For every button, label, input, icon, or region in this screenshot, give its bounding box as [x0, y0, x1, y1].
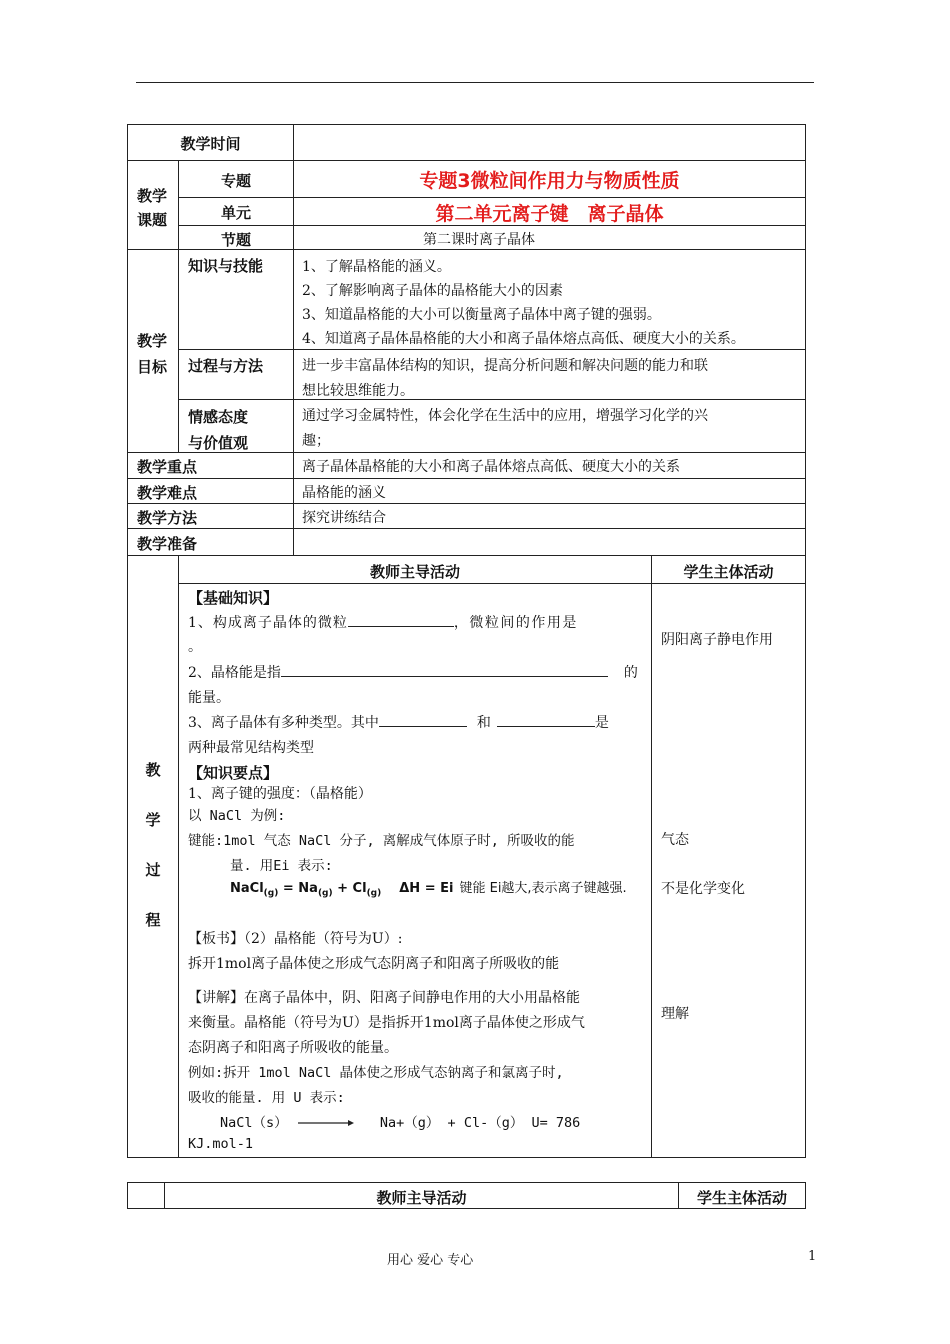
text-line: 态阴离子和阳离子所吸收的能量。 — [188, 1040, 398, 1056]
text-line: 趣； — [302, 433, 330, 449]
knowledge-item: 2、了解影响离子晶体的晶格能大小的因素 — [302, 283, 563, 299]
text-line: 与价值观 — [188, 434, 249, 452]
point-1: 1、离子键的强度：（晶格能） — [188, 786, 372, 802]
question-3-end: 两种最常见结构类型 — [188, 740, 314, 756]
text-line: 通过学习金属特性，体会化学在生活中的应用，增强学习化学的兴 — [302, 408, 708, 424]
question-1-end: 。 — [188, 639, 202, 655]
emotion-text — [302, 404, 708, 454]
process-method-text — [302, 354, 708, 404]
bond-energy-equation — [230, 877, 627, 899]
lattice-energy-reaction — [220, 1111, 580, 1131]
student-note-3: 不是化学变化 — [661, 881, 745, 897]
key-points-title: 【知识要点】 — [188, 764, 279, 782]
equation-subscript: (g) — [317, 888, 333, 899]
question-2-end: 能量。 — [188, 690, 230, 706]
text-line: 情感态度 — [188, 408, 249, 426]
next-student-header: 学生主体活动 — [696, 1189, 787, 1207]
student-note-1: 阴阳离子静电作用 — [661, 632, 773, 648]
knowledge-item: 3、知道晶格能的大小可以衡量离子晶体中离子键的强弱。 — [302, 307, 661, 323]
reaction-right: Na+（g） + Cl-（g） U= 786 — [379, 1115, 581, 1131]
process-label-char: 教 — [145, 761, 161, 779]
point-4: 量. 用Ei 表示: — [230, 858, 333, 874]
equation-note: 键能 Ei越大,表示离子键越强. — [459, 881, 627, 896]
section-label: 节题 — [220, 231, 251, 249]
difficulty-value: 晶格能的涵义 — [302, 485, 386, 501]
equation-part: = Na — [278, 881, 318, 896]
question-3 — [188, 712, 648, 732]
teaching-time-label: 教学时间 — [180, 135, 241, 153]
answer-blank — [497, 712, 595, 727]
text-line: 例如:拆开 1mol NaCl 晶体使之形成气态钠离子和氯离子时, — [188, 1065, 564, 1081]
next-teacher-header: 教师主导活动 — [376, 1189, 467, 1207]
process-label-char: 过 — [145, 861, 161, 879]
board-note-text: 拆开1mol离子晶体使之形成气态阴离子和阳离子所吸收的能 — [188, 956, 560, 972]
knowledge-list — [302, 255, 745, 351]
emotion-label — [188, 404, 248, 456]
footer-motto: 用心 爱心 专心 — [387, 1253, 474, 1268]
question-text: 2、晶格能是指 — [188, 665, 281, 681]
question-text: 3、离子晶体有多种类型。其中 — [188, 715, 379, 731]
header-rule — [136, 82, 814, 83]
answer-blank — [348, 612, 454, 627]
lecture-text — [188, 986, 585, 1061]
equation-subscript: (g) — [366, 888, 382, 899]
process-label — [128, 745, 178, 945]
key-point-label: 教学重点 — [137, 458, 198, 476]
unit-label: 单元 — [220, 204, 251, 222]
course-topic-label: 教学课题 — [137, 187, 168, 229]
point-2: 以 NaCl 为例: — [188, 808, 286, 824]
text-line: 吸收的能量. 用 U 表示: — [188, 1090, 345, 1106]
page-number: 1 — [808, 1249, 817, 1264]
basic-knowledge-title: 【基础知识】 — [188, 589, 279, 607]
knowledge-item: 4、知道离子晶体晶格能的大小和离子晶体熔点高低、硬度大小的关系。 — [302, 331, 745, 347]
question-text: 1、构成离子晶体的微粒 — [188, 615, 348, 631]
answer-blank — [281, 662, 608, 677]
key-point-value: 离子晶体晶格能的大小和离子晶体熔点高低、硬度大小的关系 — [302, 459, 680, 475]
point-3: 键能:1mol 气态 NaCl 分子, 离解成气体原子时, 所吸收的能 — [188, 833, 575, 849]
unit-value: 第二单元离子键 离子晶体 — [435, 203, 664, 225]
answer-blank — [379, 712, 467, 727]
question-text: 是 — [594, 715, 609, 731]
reaction-unit: KJ.mol-1 — [188, 1136, 254, 1152]
example-text — [188, 1061, 564, 1111]
question-1 — [188, 612, 643, 632]
question-text: ，微粒间的作用是 — [453, 615, 578, 631]
text-line: 进一步丰富晶体结构的知识，提高分析问题和解决问题的能力和联 — [302, 358, 708, 374]
text-line: 【讲解】在离子晶体中，阴、阳离子间静电作用的大小用晶格能 — [188, 990, 580, 1006]
student-note-2: 气态 — [661, 832, 689, 848]
equation-part: NaCl — [230, 881, 264, 896]
text-line: 想比较思维能力。 — [302, 383, 414, 399]
text-line: 来衡量。晶格能（符号为U）是指拆开1mol离子晶体使之形成气 — [188, 1015, 585, 1031]
method-label: 教学方法 — [137, 509, 198, 527]
reaction-arrow-icon — [298, 1118, 354, 1128]
student-activity-header: 学生主体活动 — [683, 563, 774, 581]
knowledge-item: 1、了解晶格能的涵义。 — [302, 259, 451, 275]
board-note-title: 【板书】（2）晶格能（符号为U）: — [188, 931, 403, 947]
section-value: 第二课时离子晶体 — [423, 232, 535, 248]
process-label-char: 程 — [145, 911, 161, 929]
topic-value: 专题3微粒间作用力与物质性质 — [419, 170, 680, 192]
difficulty-label: 教学难点 — [137, 484, 198, 502]
knowledge-label: 知识与技能 — [188, 257, 264, 275]
preparation-label: 教学准备 — [137, 535, 198, 553]
student-note-4: 理解 — [661, 1006, 689, 1022]
question-text: 和 — [476, 715, 491, 731]
question-2 — [188, 662, 643, 682]
process-label-char: 学 — [145, 811, 161, 829]
reaction-left: NaCl（s） — [220, 1115, 288, 1131]
teacher-activity-header: 教师主导活动 — [369, 563, 460, 581]
equation-part: + Cl — [332, 881, 367, 896]
equation-part: ΔH = Ei — [399, 881, 454, 896]
method-value: 探究讲练结合 — [302, 510, 386, 526]
goals-label: 教学目标 — [137, 332, 168, 376]
question-text: 的 — [623, 665, 638, 681]
process-method-label: 过程与方法 — [188, 357, 264, 375]
topic-label: 专题 — [220, 172, 251, 190]
equation-subscript: (g) — [263, 888, 279, 899]
